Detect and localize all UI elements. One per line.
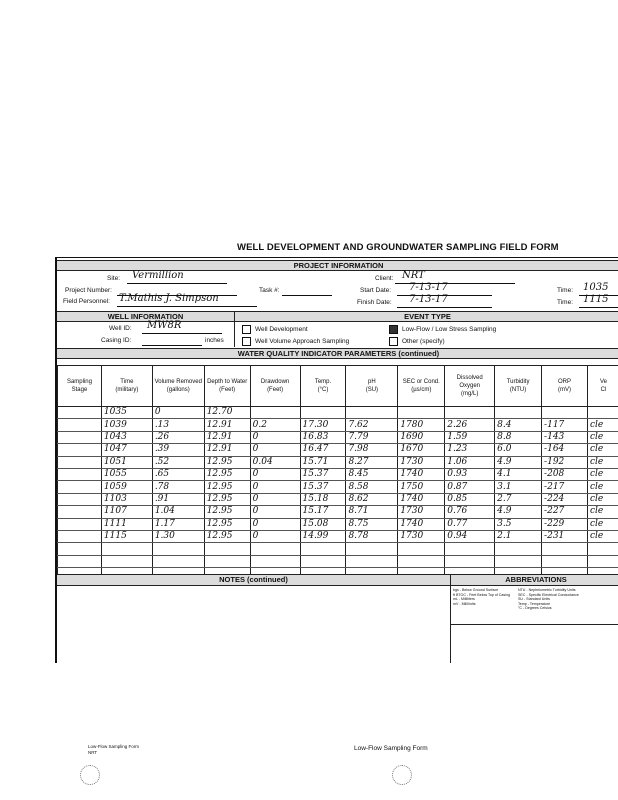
- table-cell[interactable]: 1730: [398, 456, 445, 468]
- start-date-label: Start Date:: [360, 287, 392, 294]
- table-cell[interactable]: 1051: [101, 456, 152, 468]
- start-date-value[interactable]: 7-13-17: [409, 282, 448, 293]
- table-cell[interactable]: cle: [587, 493, 618, 505]
- table-cell[interactable]: .65: [152, 468, 204, 480]
- event-option-well-volume: Well Volume Approach Sampling: [255, 338, 350, 345]
- table-cell[interactable]: cle: [587, 468, 618, 480]
- table-cell[interactable]: 1035: [101, 407, 152, 419]
- table-cell[interactable]: [58, 493, 102, 505]
- column-unit: Stage: [71, 387, 88, 393]
- table-cell[interactable]: 1059: [101, 481, 152, 493]
- table-cell[interactable]: 12.95: [204, 530, 250, 542]
- table-cell[interactable]: cle: [587, 444, 618, 456]
- table-cell[interactable]: -227: [542, 506, 588, 518]
- table-cell[interactable]: 3.5: [495, 518, 542, 530]
- table-cell[interactable]: 12.91: [204, 419, 250, 431]
- table-row: [58, 555, 618, 567]
- table-cell[interactable]: [542, 555, 588, 567]
- client-value[interactable]: NRT: [402, 270, 425, 281]
- table-cell[interactable]: 16.83: [300, 431, 346, 443]
- form-title: WELL DEVELOPMENT AND GROUNDWATER SAMPLING FIELD FORM: [237, 242, 559, 253]
- casing-label: Casing ID:: [101, 337, 132, 344]
- table-cell[interactable]: cle: [587, 419, 618, 431]
- column-name: Volume Removed: [154, 379, 202, 385]
- table-cell[interactable]: 1.23: [445, 444, 495, 456]
- table-cell[interactable]: -224: [542, 493, 588, 505]
- table-cell[interactable]: cle: [587, 431, 618, 443]
- table-cell[interactable]: [58, 530, 102, 542]
- table-cell[interactable]: 1.17: [152, 518, 204, 530]
- table-row: [58, 419, 618, 431]
- well-info-header: WELL INFORMATION: [57, 312, 234, 322]
- column-unit: (gallons): [166, 387, 190, 393]
- table-cell[interactable]: 1043: [101, 431, 152, 443]
- table-row: [58, 468, 618, 480]
- column-header: [300, 366, 346, 407]
- table-cell[interactable]: .78: [152, 481, 204, 493]
- footer-left: [88, 744, 139, 756]
- table-cell[interactable]: [542, 543, 588, 555]
- table-cell[interactable]: 1.59: [445, 431, 495, 443]
- table-cell[interactable]: 15.37: [300, 468, 346, 480]
- table-cell[interactable]: cle: [587, 530, 618, 542]
- table-cell[interactable]: [152, 555, 204, 567]
- footer-left-line2: NRT: [88, 750, 98, 755]
- column-unit: (Feet): [267, 387, 284, 393]
- site-label: Site:: [107, 275, 121, 282]
- site-value[interactable]: Vermillion: [132, 270, 184, 281]
- finish-date-value[interactable]: 7-13-17: [409, 294, 448, 305]
- notes-area[interactable]: [57, 585, 450, 664]
- finish-time-label: Time:: [557, 299, 574, 306]
- table-cell[interactable]: .39: [152, 444, 204, 456]
- finish-time-value[interactable]: 1115: [583, 294, 609, 305]
- table-cell[interactable]: 12.70: [204, 407, 250, 419]
- abbreviations-list: [451, 586, 618, 625]
- table-cell[interactable]: [346, 407, 398, 419]
- checkbox-low-flow[interactable]: [389, 325, 398, 334]
- abbreviations-left: [453, 588, 510, 624]
- table-cell[interactable]: [58, 506, 102, 518]
- column-name: Temp.: [314, 379, 332, 385]
- table-body: [58, 407, 618, 580]
- table-cell[interactable]: 1670: [398, 444, 445, 456]
- table-cell[interactable]: 1039: [101, 419, 152, 431]
- abbreviation-item: mL - Milliliters: [453, 597, 475, 602]
- table-cell[interactable]: 12.95: [204, 518, 250, 530]
- table-cell[interactable]: [58, 543, 102, 555]
- column-header: [346, 366, 398, 407]
- table-cell[interactable]: [58, 431, 102, 443]
- table-cell[interactable]: 15.08: [300, 518, 346, 530]
- column-name: Sampling: [66, 379, 92, 385]
- task-underline: [282, 295, 332, 296]
- table-cell[interactable]: [101, 543, 152, 555]
- table-cell[interactable]: [152, 543, 204, 555]
- table-cell[interactable]: 15.18: [300, 493, 346, 505]
- table-cell[interactable]: 15.37: [300, 481, 346, 493]
- table-cell[interactable]: [542, 407, 588, 419]
- table-cell[interactable]: [398, 407, 445, 419]
- column-header: [495, 366, 542, 407]
- table-cell[interactable]: 1690: [398, 431, 445, 443]
- table-cell[interactable]: 8.58: [346, 481, 398, 493]
- table-row: [58, 543, 618, 555]
- table-cell[interactable]: 14.99: [300, 530, 346, 542]
- column-name: Time: [120, 379, 134, 385]
- binder-hole-left: [80, 765, 100, 785]
- table-cell[interactable]: -164: [542, 444, 588, 456]
- casing-unit: inches: [205, 337, 224, 344]
- column-unit: (Feet): [219, 387, 236, 393]
- field-personnel-underline: [117, 306, 257, 307]
- table-cell[interactable]: 1055: [101, 468, 152, 480]
- table-cell[interactable]: 8.71: [346, 506, 398, 518]
- column-header: [101, 366, 152, 407]
- column-unit: (µs/cm): [411, 387, 432, 393]
- table-row: [58, 444, 618, 456]
- column-name: Dissolved Oxygen: [456, 375, 483, 389]
- table-cell[interactable]: 8.45: [346, 468, 398, 480]
- table-cell[interactable]: 8.78: [346, 530, 398, 542]
- column-name: Ve: [599, 379, 607, 385]
- field-personnel-value[interactable]: T.Mathis J. Simpson: [119, 293, 219, 304]
- table-cell[interactable]: [495, 543, 542, 555]
- table-cell[interactable]: 0: [250, 530, 300, 542]
- checkbox-well-development[interactable]: [242, 325, 251, 334]
- event-type-header: EVENT TYPE: [235, 312, 618, 322]
- table-cell[interactable]: 0.85: [445, 493, 495, 505]
- table-cell[interactable]: 7.79: [346, 431, 398, 443]
- table-cell[interactable]: cle: [587, 456, 618, 468]
- table-cell[interactable]: cle: [587, 518, 618, 530]
- table-cell[interactable]: 16.47: [300, 444, 346, 456]
- table-cell[interactable]: [445, 407, 495, 419]
- table-cell[interactable]: [250, 543, 300, 555]
- abbreviation-item: Temp - Temperature: [518, 601, 551, 606]
- event-option-other: Other (specify): [402, 338, 445, 345]
- table-cell[interactable]: 0.04: [250, 456, 300, 468]
- table-header-row: [58, 366, 618, 407]
- table-row: [58, 493, 618, 505]
- table-cell[interactable]: 0.87: [445, 481, 495, 493]
- abbreviations-right: [518, 588, 579, 624]
- table-cell[interactable]: 2.1: [495, 530, 542, 542]
- table-cell[interactable]: 6.0: [495, 444, 542, 456]
- table-cell[interactable]: 0.93: [445, 468, 495, 480]
- table-cell[interactable]: 1107: [101, 506, 152, 518]
- table-cell[interactable]: 8.8: [495, 431, 542, 443]
- table-cell[interactable]: 15.17: [300, 506, 346, 518]
- table-cell[interactable]: [58, 444, 102, 456]
- abbreviation-item: SEC - Specific Electrical Conductance: [518, 592, 579, 597]
- table-cell[interactable]: -229: [542, 518, 588, 530]
- table-cell[interactable]: [58, 456, 102, 468]
- table-cell[interactable]: 3.1: [495, 481, 542, 493]
- table-cell[interactable]: 0: [152, 407, 204, 419]
- well-event-divider: [234, 312, 235, 347]
- table-cell[interactable]: [204, 543, 250, 555]
- table-cell[interactable]: cle: [587, 481, 618, 493]
- column-unit: (military): [115, 387, 139, 393]
- table-cell[interactable]: [495, 555, 542, 567]
- table-cell[interactable]: 2.26: [445, 419, 495, 431]
- checkbox-well-volume[interactable]: [242, 337, 251, 346]
- table-cell[interactable]: 0: [250, 493, 300, 505]
- column-header: [542, 366, 588, 407]
- table-cell[interactable]: [398, 543, 445, 555]
- table-cell[interactable]: 1.04: [152, 506, 204, 518]
- table-cell[interactable]: 1780: [398, 419, 445, 431]
- table-cell[interactable]: [300, 555, 346, 567]
- table-cell[interactable]: 0.2: [250, 419, 300, 431]
- table-cell[interactable]: [101, 555, 152, 567]
- finish-date-underline: [397, 307, 492, 308]
- water-quality-table: [57, 365, 618, 580]
- column-unit: (mV): [558, 387, 571, 393]
- column-unit: (°C): [317, 387, 329, 393]
- abbreviation-item: SU - Standard Units: [518, 597, 550, 602]
- start-time-value[interactable]: 1035: [583, 282, 609, 293]
- table-cell[interactable]: [300, 543, 346, 555]
- casing-underline: [142, 345, 202, 346]
- table-cell[interactable]: 0: [250, 518, 300, 530]
- column-name: Turbidity: [506, 379, 530, 385]
- table-cell[interactable]: 17.30: [300, 419, 346, 431]
- table-cell[interactable]: [398, 555, 445, 567]
- table-cell[interactable]: .13: [152, 419, 204, 431]
- table-cell[interactable]: 1740: [398, 468, 445, 480]
- table-cell[interactable]: 7.62: [346, 419, 398, 431]
- abbreviation-item: NTU - Nephelometric Turbidity Units: [518, 588, 576, 592]
- project-info-header: PROJECT INFORMATION: [57, 260, 618, 271]
- table-cell[interactable]: 8.4: [495, 419, 542, 431]
- table-cell[interactable]: [587, 555, 618, 567]
- footer-center: Low-Flow Sampling Form: [354, 745, 428, 752]
- table-row: [58, 456, 618, 468]
- table-cell[interactable]: [495, 407, 542, 419]
- well-id-value[interactable]: MW8R: [147, 320, 182, 331]
- table-cell[interactable]: 1.06: [445, 456, 495, 468]
- column-unit: (mg/L): [461, 391, 479, 397]
- project-number-label: Project Number:: [65, 287, 112, 294]
- table-cell[interactable]: [58, 468, 102, 480]
- table-cell[interactable]: [346, 543, 398, 555]
- table-cell[interactable]: 1730: [398, 530, 445, 542]
- table-cell[interactable]: [250, 555, 300, 567]
- field-form: [55, 257, 618, 663]
- table-cell[interactable]: [58, 555, 102, 567]
- table-cell[interactable]: [587, 407, 618, 419]
- table-cell[interactable]: 1.30: [152, 530, 204, 542]
- table-cell[interactable]: 1047: [101, 444, 152, 456]
- abbreviation-item: ft BTOC - Feet Below Top of Casing: [453, 592, 510, 597]
- table-cell[interactable]: 1750: [398, 481, 445, 493]
- column-name: pH: [368, 379, 376, 385]
- table-row: [58, 506, 618, 518]
- table-cell[interactable]: 12.95: [204, 468, 250, 480]
- site-underline: [127, 283, 227, 284]
- table-cell[interactable]: 12.95: [204, 506, 250, 518]
- table-row: [58, 431, 618, 443]
- well-id-label: Well ID:: [109, 325, 132, 332]
- column-unit: (NTU): [509, 387, 527, 393]
- abbreviations-header: ABBREVIATIONS: [451, 574, 618, 586]
- task-label: Task #:: [259, 287, 280, 294]
- client-label: Client:: [375, 275, 394, 282]
- table-cell[interactable]: 4.9: [495, 456, 542, 468]
- abbreviation-item: °C - Degrees Celsius: [518, 606, 552, 611]
- table-cell[interactable]: 8.27: [346, 456, 398, 468]
- table-row: [58, 530, 618, 542]
- column-unit: (SU): [365, 387, 379, 393]
- column-header: [398, 366, 445, 407]
- table-cell[interactable]: 1740: [398, 518, 445, 530]
- column-name: ORP: [557, 379, 571, 385]
- table-cell[interactable]: 1111: [101, 518, 152, 530]
- table-cell[interactable]: 8.62: [346, 493, 398, 505]
- table-cell[interactable]: [204, 555, 250, 567]
- column-header: [445, 366, 495, 407]
- table-cell[interactable]: 2.7: [495, 493, 542, 505]
- table-cell[interactable]: 0: [250, 431, 300, 443]
- table-cell[interactable]: 12.95: [204, 493, 250, 505]
- notes-header: NOTES (continued): [57, 574, 450, 586]
- column-header: [58, 366, 102, 407]
- table-cell[interactable]: 0: [250, 444, 300, 456]
- water-quality-header: WATER QUALITY INDICATOR PARAMETERS (continued): [57, 348, 618, 359]
- table-cell[interactable]: 4.9: [495, 506, 542, 518]
- column-name: Drawdown: [260, 379, 290, 385]
- table-cell[interactable]: .26: [152, 431, 204, 443]
- finish-time-underline: [579, 307, 618, 308]
- table-cell[interactable]: [346, 555, 398, 567]
- table-cell[interactable]: -217: [542, 481, 588, 493]
- table-cell[interactable]: 12.95: [204, 481, 250, 493]
- table-cell[interactable]: 0.76: [445, 506, 495, 518]
- column-header: [587, 366, 618, 407]
- column-header: [250, 366, 300, 407]
- table-cell[interactable]: 4.1: [495, 468, 542, 480]
- column-header: [204, 366, 250, 407]
- table-cell[interactable]: 0: [250, 506, 300, 518]
- table-cell[interactable]: [58, 481, 102, 493]
- table-cell[interactable]: cle: [587, 506, 618, 518]
- table-row: [58, 481, 618, 493]
- column-header: [152, 366, 204, 407]
- abbreviations-box: [450, 574, 618, 663]
- event-option-low-flow: Low-Flow / Low Stress Sampling: [402, 326, 497, 333]
- table-cell[interactable]: -231: [542, 530, 588, 542]
- table-cell[interactable]: 12.91: [204, 444, 250, 456]
- table-cell[interactable]: [250, 407, 300, 419]
- table-cell[interactable]: [58, 407, 102, 419]
- event-option-well-development: Well Development: [255, 326, 308, 333]
- table-cell[interactable]: -143: [542, 431, 588, 443]
- table-cell[interactable]: [58, 419, 102, 431]
- column-name: SEC or Cond.: [402, 379, 440, 385]
- column-unit: Cl: [600, 387, 607, 393]
- table-cell[interactable]: 7.98: [346, 444, 398, 456]
- table-cell[interactable]: 12.91: [204, 431, 250, 443]
- table-cell[interactable]: [445, 543, 495, 555]
- binder-hole-right: [392, 765, 412, 785]
- table-row: [58, 518, 618, 530]
- table-cell[interactable]: 0.94: [445, 530, 495, 542]
- table-cell[interactable]: 1115: [101, 530, 152, 542]
- abbreviation-item: bgs - Below Ground Surface: [453, 588, 499, 592]
- table-cell[interactable]: 1730: [398, 506, 445, 518]
- table-cell[interactable]: [300, 407, 346, 419]
- table-cell[interactable]: 0.77: [445, 518, 495, 530]
- table-cell[interactable]: 1103: [101, 493, 152, 505]
- field-personnel-label: Field Personnel:: [63, 298, 110, 305]
- column-name: Depth to Water: [207, 379, 248, 385]
- table-cell[interactable]: -208: [542, 468, 588, 480]
- table-cell[interactable]: .91: [152, 493, 204, 505]
- well-id-underline: [142, 333, 222, 334]
- table-cell[interactable]: 15.71: [300, 456, 346, 468]
- table-cell[interactable]: .52: [152, 456, 204, 468]
- finish-date-label: Finish Date:: [357, 299, 392, 306]
- table-cell[interactable]: -192: [542, 456, 588, 468]
- start-time-label: Time:: [557, 287, 574, 294]
- table-cell[interactable]: -117: [542, 419, 588, 431]
- checkbox-other[interactable]: [389, 337, 398, 346]
- table-row: [58, 407, 618, 419]
- table-cell[interactable]: 0: [250, 481, 300, 493]
- table-cell[interactable]: 0: [250, 468, 300, 480]
- footer-left-line1: Low-Flow Sampling Form: [88, 744, 140, 749]
- table-cell[interactable]: 12.95: [204, 456, 250, 468]
- table-cell[interactable]: [587, 543, 618, 555]
- table-cell[interactable]: 1740: [398, 493, 445, 505]
- abbreviation-item: mV - MilliVolts: [453, 601, 476, 606]
- table-cell[interactable]: [58, 518, 102, 530]
- table-cell[interactable]: [445, 555, 495, 567]
- table-cell[interactable]: 8.75: [346, 518, 398, 530]
